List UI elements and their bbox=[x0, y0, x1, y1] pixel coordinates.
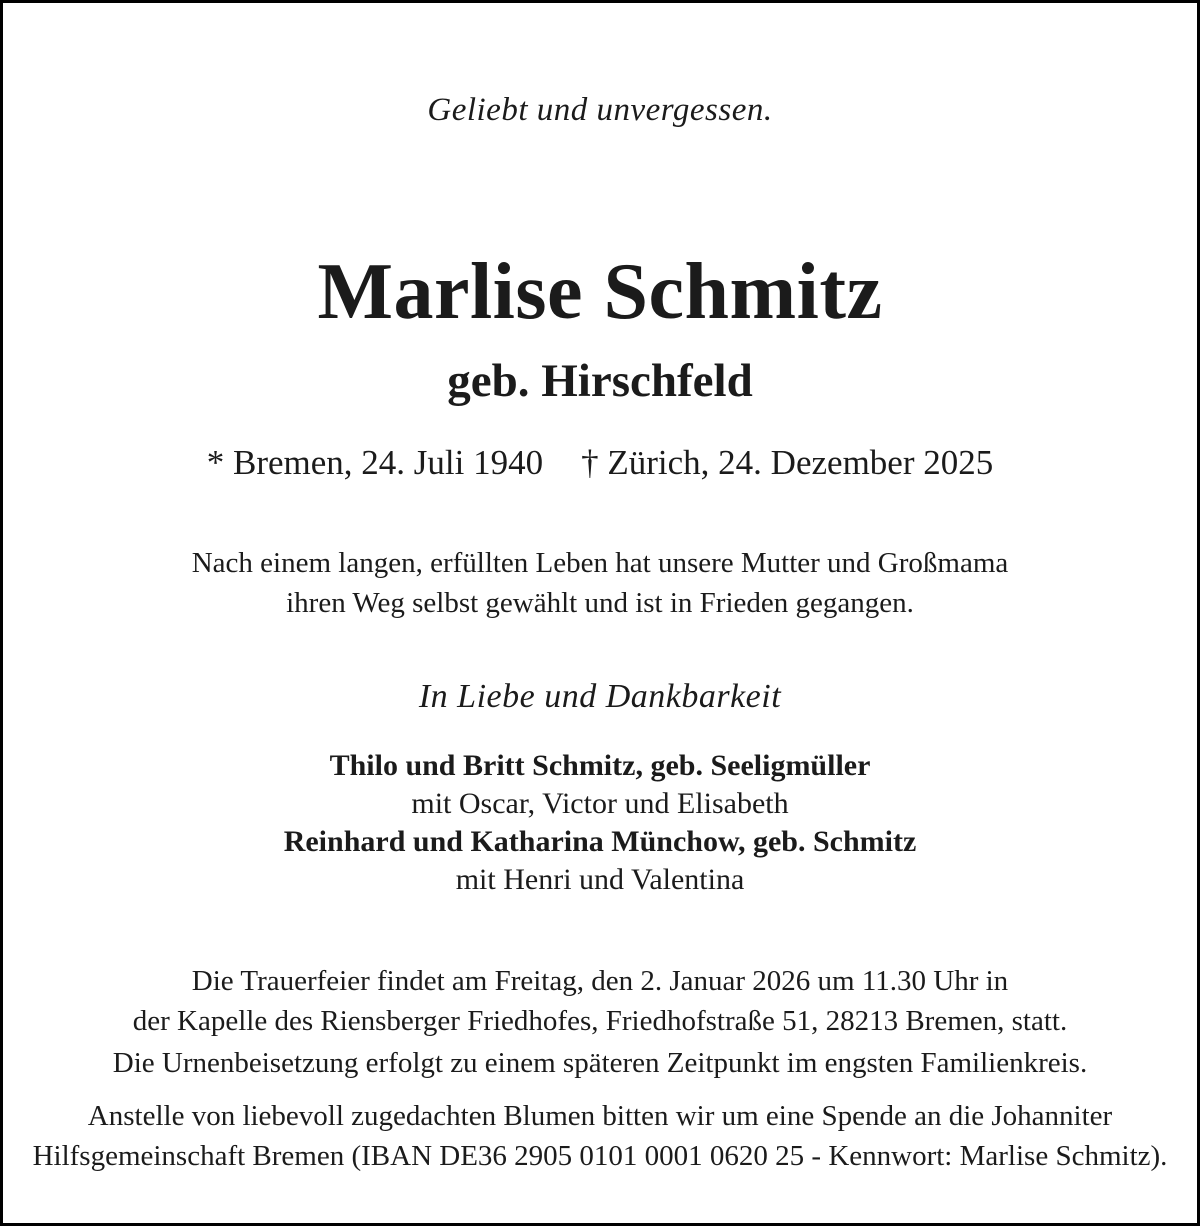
funeral-details-line: der Kapelle des Riensberger Friedhofes, Friedhofstraße 51, 28213 Bremen, statt. bbox=[132, 1005, 1068, 1038]
funeral-details-line: Die Trauerfeier findet am Freitag, den 2. Januar 2026 um 11.30 Uhr in bbox=[191, 965, 1009, 998]
death-date: † Zürich, 24. Dezember 2025 bbox=[581, 443, 994, 483]
maiden-name: geb. Hirschfeld bbox=[447, 354, 753, 407]
farewell-message-line: ihren Weg selbst gewählt und ist in Frieden gegangen. bbox=[286, 587, 914, 620]
life-dates bbox=[3, 441, 1197, 485]
mourner-line: mit Henri und Valentina bbox=[455, 863, 745, 897]
epigraph-text: Geliebt und unvergessen. bbox=[427, 92, 773, 128]
farewell-message bbox=[3, 543, 1197, 623]
mourner-line: mit Oscar, Victor und Elisabeth bbox=[411, 787, 789, 821]
donation-request bbox=[3, 1096, 1197, 1176]
mourner-line: Thilo und Britt Schmitz, geb. Seeligmüller bbox=[329, 749, 871, 783]
urn-burial-note: Die Urnenbeisetzung erfolgt zu einem späteren Zeitpunkt im engsten Familienkreis. bbox=[112, 1047, 1088, 1080]
donation-request-line: Anstelle von liebevoll zugedachten Blumen bitten wir um eine Spende an die Johanniter bbox=[87, 1100, 1113, 1133]
mourner-line: Reinhard und Katharina Münchow, geb. Schmitz bbox=[283, 825, 917, 859]
mourners-list bbox=[3, 747, 1197, 899]
deceased-name: Marlise Schmitz bbox=[317, 247, 883, 336]
closing-phrase: In Liebe und Dankbarkeit bbox=[418, 678, 782, 716]
donation-request-line: Hilfsgemeinschaft Bremen (IBAN DE36 2905 0101 0001 0620 25 - Kennwort: Marlise Schmitz). bbox=[32, 1140, 1168, 1173]
farewell-message-line: Nach einem langen, erfüllten Leben hat unsere Mutter und Großmama bbox=[191, 547, 1009, 580]
birth-date: * Bremen, 24. Juli 1940 bbox=[206, 443, 544, 483]
funeral-details bbox=[3, 961, 1197, 1041]
